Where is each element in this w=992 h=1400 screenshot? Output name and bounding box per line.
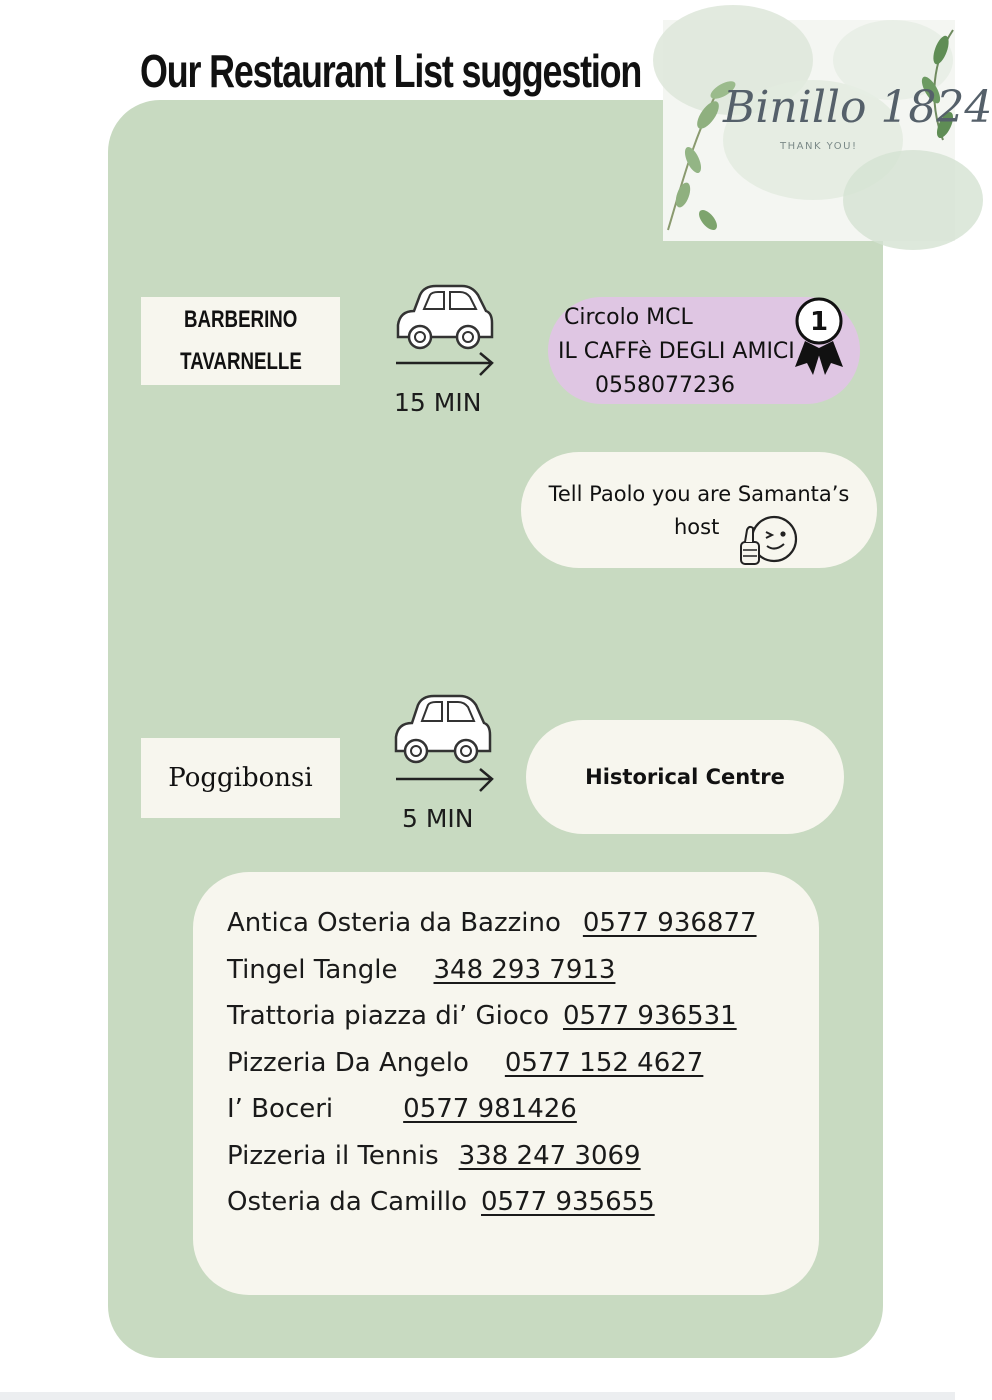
- list-item: [227, 955, 615, 985]
- drive-time-label: 15 MIN: [394, 388, 482, 417]
- list-item: [227, 1094, 577, 1124]
- destination-historical-centre: Historical Centre: [526, 720, 844, 834]
- restaurant-name: Osteria da Camillo: [227, 1187, 468, 1217]
- list-item: [227, 1001, 737, 1031]
- host-note-bubble: [521, 452, 877, 568]
- restaurant-name: Trattoria piazza di’ Gioco: [227, 1001, 549, 1031]
- bottom-edge-strip: [0, 1392, 955, 1400]
- list-item: [227, 1141, 641, 1171]
- car-icon: [392, 283, 498, 381]
- restaurant-phone[interactable]: 0577 935655: [481, 1187, 655, 1217]
- restaurant-bubble-circolo: [548, 297, 860, 404]
- wink-thumbs-up-icon: [739, 512, 801, 568]
- car-icon: [390, 693, 496, 795]
- list-item: [227, 908, 757, 938]
- restaurant-subname: IL CAFFè DEGLI AMICI: [558, 339, 795, 364]
- logo-wordmark: Binillo 1824: [723, 82, 992, 133]
- restaurant-phone[interactable]: 0558077236: [595, 373, 735, 398]
- rank-badge-number: 1: [809, 307, 829, 337]
- host-note-line1: Tell Paolo you are Samanta’s: [548, 482, 850, 506]
- page-title: Our Restaurant List suggestion: [140, 45, 642, 97]
- restaurant-name: Pizzeria il Tennis: [227, 1141, 439, 1171]
- award-ribbon-icon: [793, 297, 845, 383]
- place-label-barberino: BARBERINO TAVARNELLE: [141, 297, 340, 385]
- restaurant-name: Tingel Tangle: [227, 955, 398, 985]
- logo-card: [663, 20, 992, 241]
- restaurant-name: I’ Boceri: [227, 1094, 334, 1124]
- restaurant-name: Pizzeria Da Angelo: [227, 1048, 469, 1078]
- list-item: [227, 1048, 703, 1078]
- place-label-poggibonsi: Poggibonsi: [141, 738, 340, 818]
- restaurant-name: Circolo MCL: [564, 305, 693, 330]
- list-item: [227, 1187, 655, 1217]
- restaurant-phone[interactable]: 338 247 3069: [458, 1141, 641, 1171]
- logo-tagline: THANK YOU!: [780, 141, 858, 152]
- drive-time-label: 5 MIN: [402, 804, 474, 833]
- restaurant-name: Antica Osteria da Bazzino: [227, 908, 561, 938]
- restaurant-phone[interactable]: 0577 152 4627: [504, 1048, 704, 1078]
- restaurant-phone[interactable]: 348 293 7913: [433, 955, 616, 985]
- restaurant-phone[interactable]: 0577 936877: [582, 908, 757, 938]
- restaurant-phone[interactable]: 0577 981426: [403, 1094, 577, 1124]
- restaurant-list: [193, 872, 819, 1295]
- host-note-line2: host: [674, 515, 720, 539]
- restaurant-phone[interactable]: 0577 936531: [562, 1001, 737, 1031]
